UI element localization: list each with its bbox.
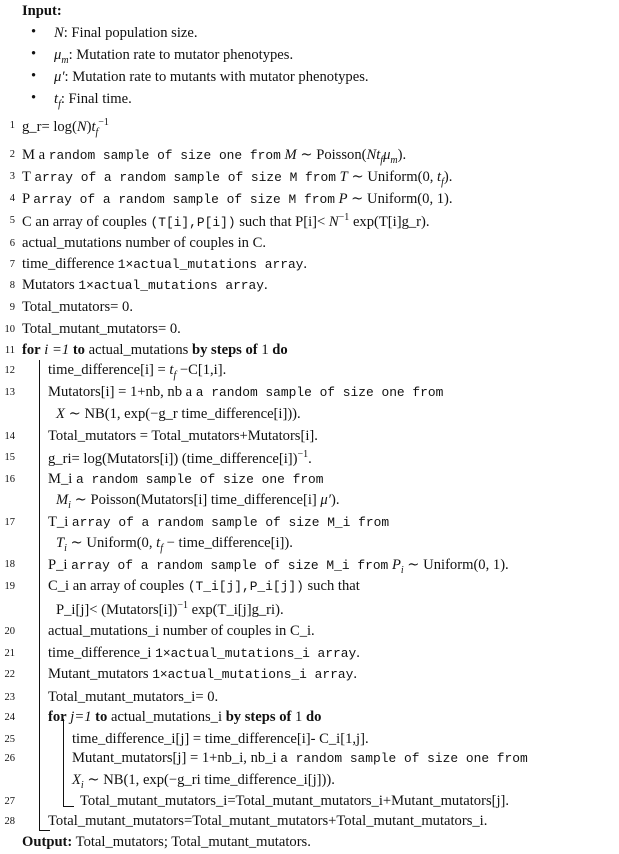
bullet-icon: • [31, 46, 37, 62]
line-text: T array of a random sample of size M from T ∼ Uniform(0, $t_f$). [22, 169, 453, 188]
input-text: $\mu_m$: Mutation rate to mutator phenotypes. [54, 47, 294, 66]
line-number: 21 [4, 648, 15, 659]
line-text: g_ri= log(Mutators[i]) (time_difference[i])$^{-1}$. [48, 449, 312, 467]
line-text: time_difference 1×actual_mutations array. [22, 256, 308, 272]
line-number: 12 [4, 365, 15, 376]
line-number: 22 [4, 669, 15, 680]
line-number: 18 [4, 559, 15, 570]
line-number: 1 [9, 120, 15, 131]
line-number: 27 [4, 796, 15, 807]
line-text: M a random sample of size one from M ∼ $Poisson(Nt_f\mu_m)$. [22, 147, 407, 166]
line-text: $T_i$ ∼ Uniform(0, $t_f$ − time_difference[i]). [56, 535, 293, 554]
line-number: 10 [4, 324, 15, 335]
line-text: X ∼ NB(1, exp(−g_r time_difference[i])). [56, 406, 301, 422]
line-number: 13 [4, 387, 15, 398]
line-number: 5 [9, 215, 15, 226]
line-number: 28 [4, 816, 15, 827]
line-number: 23 [4, 692, 15, 703]
line-text: Total_mutant_mutators_i=Total_mutant_mutators_i+Mutant_mutators[j]. [80, 793, 510, 809]
line-text: P_i array of a random sample of size M_i from $P_i$ ∼ Uniform(0, 1). [48, 557, 509, 576]
line-text: Total_mutators = Total_mutators+Mutators[i]. [48, 428, 318, 444]
line-number: 16 [4, 474, 15, 485]
line-text: C an array of couples (T[i],P[i]) such that $P[i]< N^{-1}$ exp(T[i]g_r). [22, 212, 430, 230]
line-text: Mutant_mutators[j] = 1+nb_i, nb_i a random sample of size one from [72, 750, 528, 766]
output-label: Output: [22, 834, 73, 850]
input-text: μ′: Mutation rate to mutants with mutator phenotypes. [54, 69, 369, 85]
line-number: 24 [4, 712, 15, 723]
line-number: 19 [4, 581, 15, 592]
line-text: time_difference_i 1×actual_mutations_i array. [48, 645, 360, 661]
output-line [22, 834, 311, 851]
line-text: P array of a random sample of size M from P ∼ Uniform(0, 1). [22, 191, 453, 207]
line-text: Total_mutators= 0. [22, 299, 133, 315]
line-number: 20 [4, 626, 15, 637]
line-text: $M_i$ ∼ Poisson(Mutators[i] time_difference[i] μ′). [56, 492, 340, 511]
line-text: T_i array of a random sample of size M_i from [48, 514, 390, 530]
bullet-icon: • [31, 90, 37, 106]
line-text: $X_i$ ∼ NB(1, exp(−g_ri time_difference_i[j])). [72, 772, 335, 791]
line-text: Total_mutant_mutators=Total_mutant_mutators+Total_mutant_mutators_i. [48, 813, 488, 829]
line-number: 3 [9, 171, 15, 182]
line-text: C_i an array of couples (T_i[j],P_i[j]) such that [48, 578, 360, 594]
line-text: Mutant_mutators 1×actual_mutations_i array. [48, 666, 357, 682]
line-text: Mutators[i] = 1+nb, nb a a random sample of size one from [48, 384, 444, 400]
line-text: Mutators 1×actual_mutations array. [22, 277, 268, 293]
line-number: 8 [9, 280, 15, 291]
input-text: N: Final population size. [54, 25, 198, 41]
line-text: time_difference_i[j] = time_difference[i]- C_i[1,j]. [72, 731, 369, 747]
line-text: g_r= $\log(N)t_f^{-1}$ [22, 117, 109, 138]
input-heading: Input: [22, 3, 62, 19]
line-text: actual_mutations_i number of couples in C_i. [48, 623, 315, 639]
line-number: 15 [4, 452, 15, 463]
line-text: for j=1 to actual_mutations_i by steps of 1 do [48, 709, 322, 725]
loop-bar-outer [39, 360, 50, 831]
line-number: 17 [4, 517, 15, 528]
line-text: Total_mutant_mutators= 0. [22, 321, 181, 337]
line-text: Total_mutant_mutators_i= 0. [48, 689, 219, 705]
bullet-icon: • [31, 68, 37, 84]
bullet-icon: • [31, 24, 37, 40]
line-number: 7 [9, 259, 15, 270]
line-text: for i =1 to actual_mutations by steps of 1 do [22, 342, 288, 358]
line-number: 26 [4, 753, 15, 764]
line-number: 6 [9, 238, 15, 249]
line-number: 11 [4, 345, 15, 356]
line-number: 4 [9, 193, 15, 204]
output-text: Total_mutators; Total_mutant_mutators. [75, 834, 311, 850]
input-text: $t_f$: Final time. [54, 91, 132, 110]
line-number: 14 [4, 431, 15, 442]
line-text: P_i[j]< (Mutators[i])$^{-1}$ exp(T_i[j]g_ri). [56, 600, 284, 618]
line-number: 9 [9, 302, 15, 313]
line-number: 25 [4, 734, 15, 745]
loop-bar-inner [63, 719, 74, 807]
line-text: M_i a random sample of size one from [48, 471, 324, 487]
line-text: time_difference[i] = $t_f -C[1,i]$. [48, 362, 227, 381]
line-number: 2 [9, 149, 15, 160]
line-text: actual_mutations number of couples in C. [22, 235, 266, 251]
